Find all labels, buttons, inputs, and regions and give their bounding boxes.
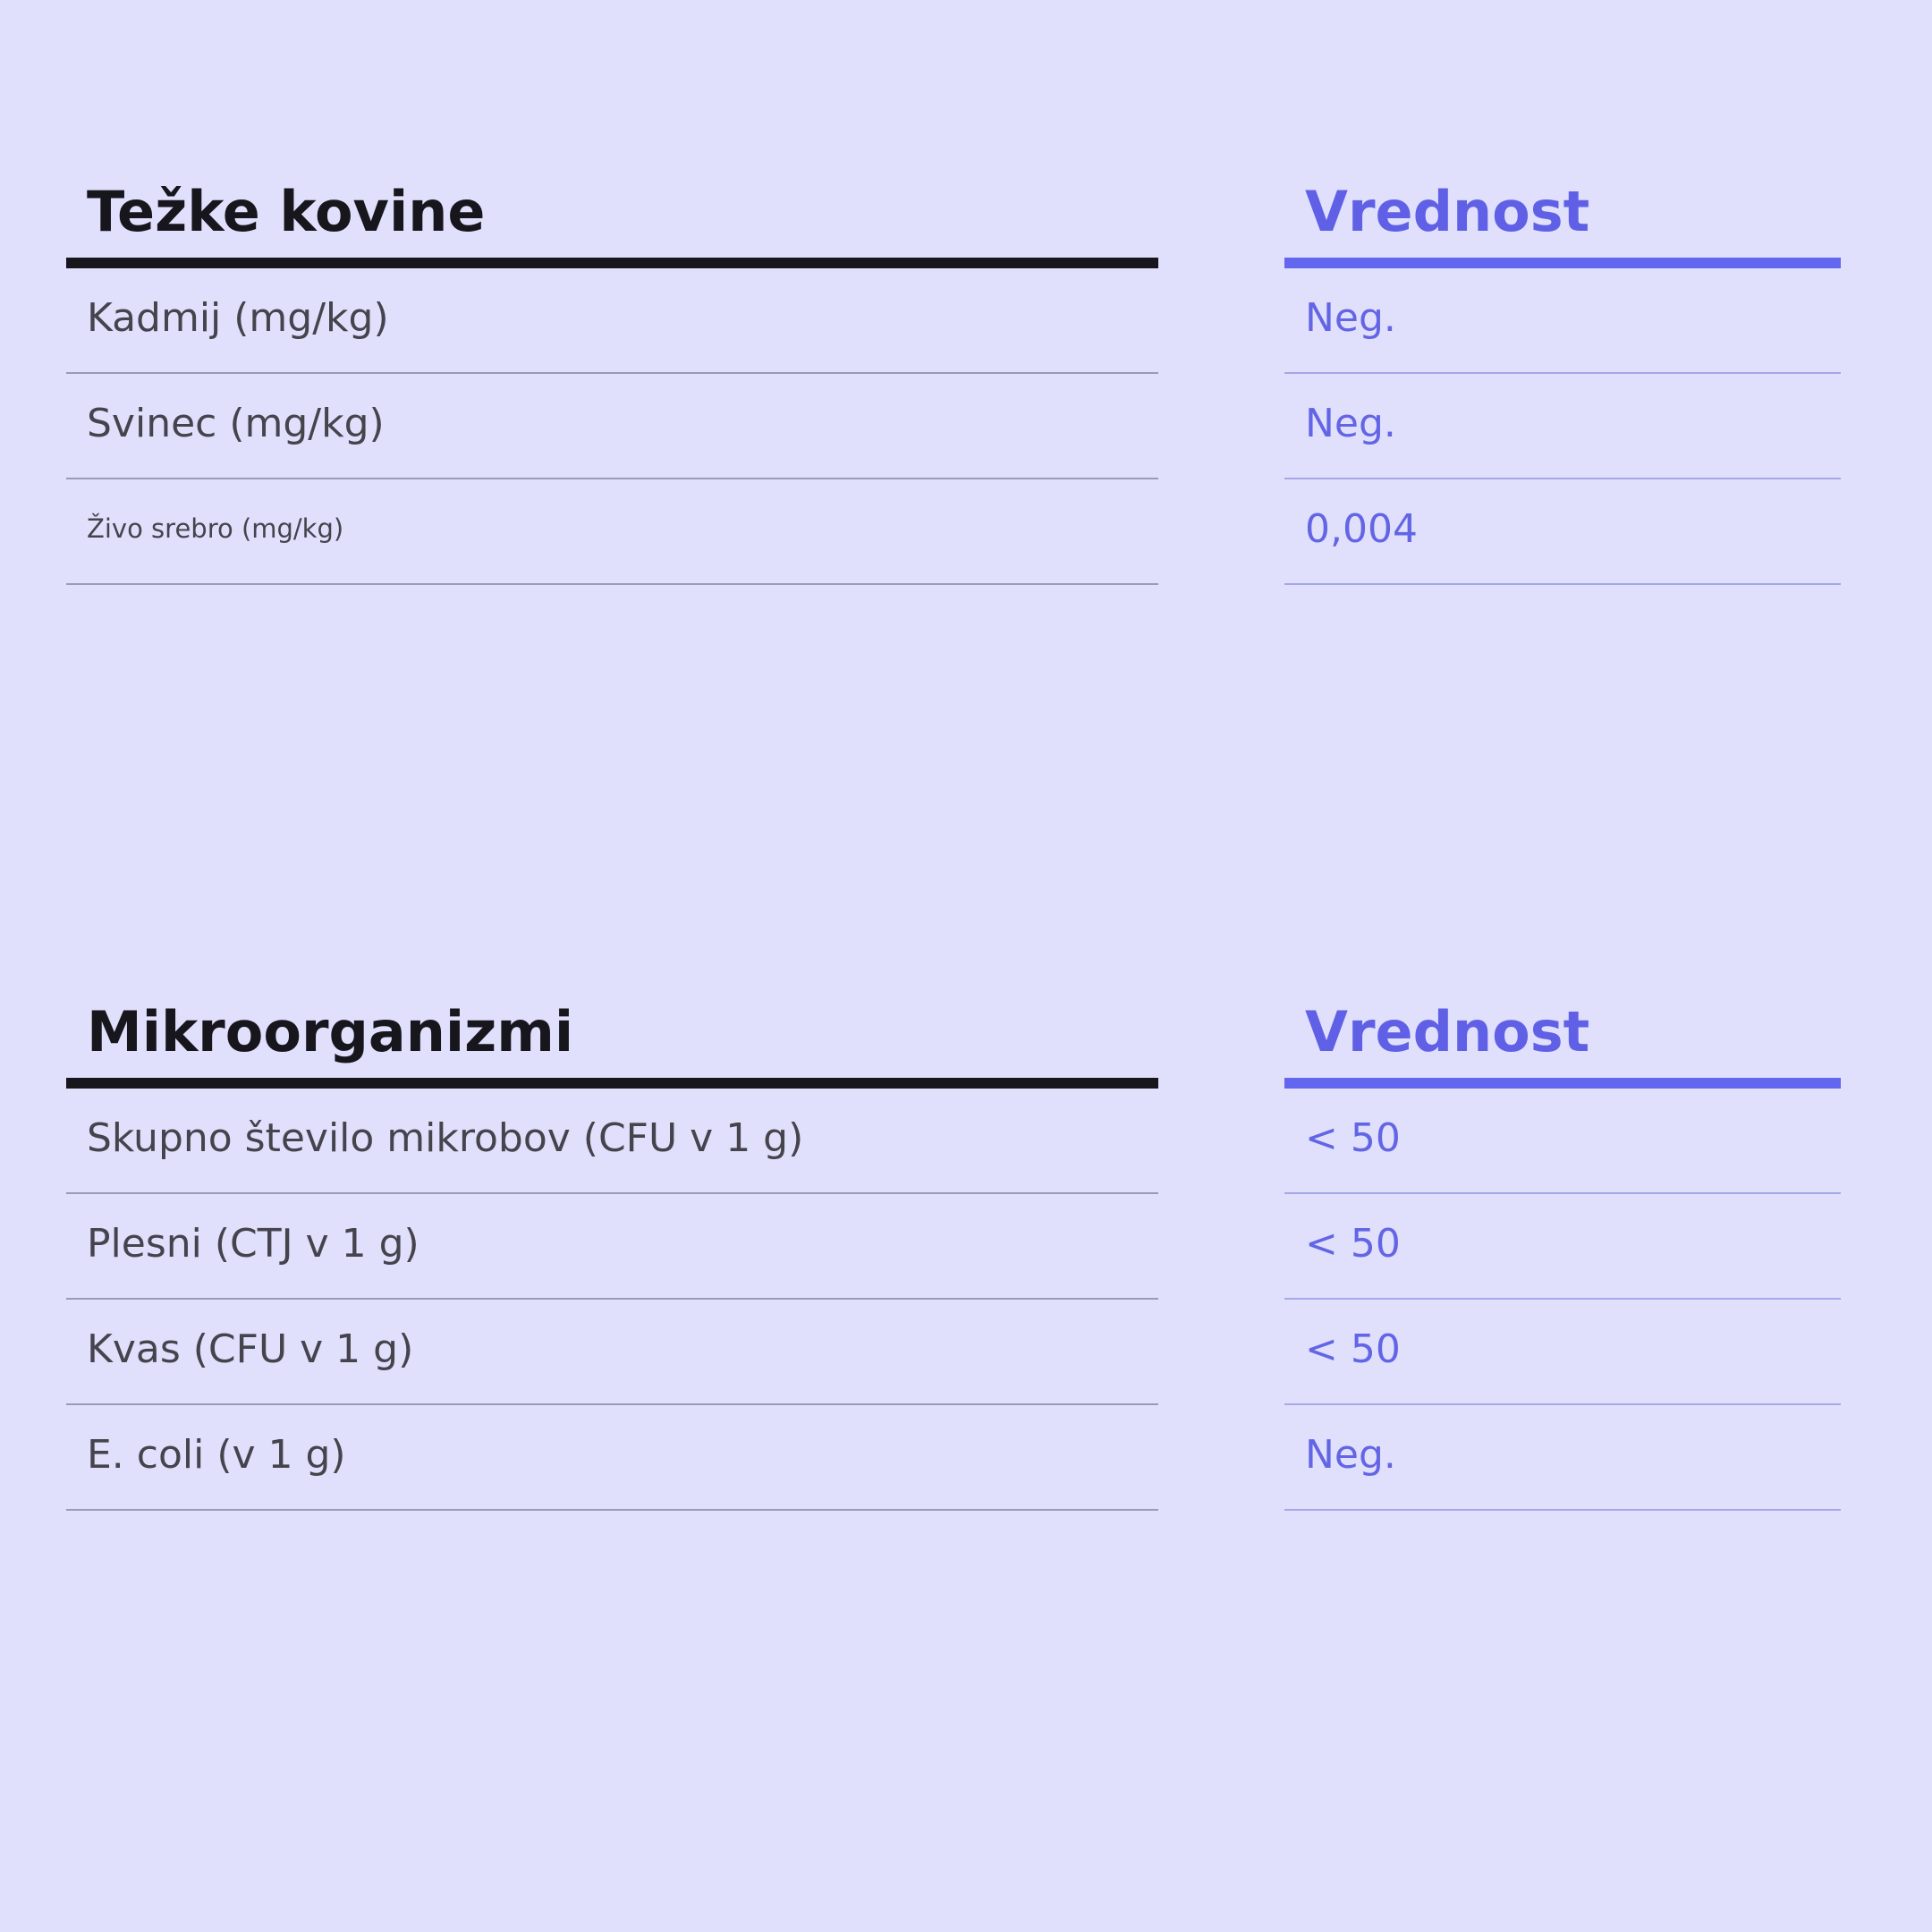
table-row xyxy=(66,268,1158,374)
table-row xyxy=(66,374,1158,479)
microorganisms-title: Mikroorganizmi xyxy=(87,999,574,1064)
row-value-yeast: < 50 xyxy=(1305,1326,1401,1372)
table-row xyxy=(66,1194,1158,1300)
row-value-total-microbes: < 50 xyxy=(1305,1115,1401,1161)
table-row xyxy=(66,1300,1158,1405)
table-row xyxy=(66,1089,1158,1194)
microorganisms-value-header-rule xyxy=(1284,1078,1841,1089)
table-row xyxy=(1284,1089,1841,1194)
heavy-metals-label-column xyxy=(66,161,1158,585)
row-label-mercury: Živo srebro (mg/kg) xyxy=(87,513,344,544)
heavy-metals-header xyxy=(66,161,1158,268)
microorganisms-label-column xyxy=(66,981,1158,1511)
heavy-metals-title: Težke kovine xyxy=(87,179,486,244)
heavy-metals-header-rule xyxy=(66,258,1158,268)
table-row xyxy=(1284,374,1841,479)
microorganisms-value-title: Vrednost xyxy=(1305,999,1590,1064)
row-label-cadmium: Kadmij (mg/kg) xyxy=(87,295,389,341)
table-row xyxy=(1284,1194,1841,1300)
row-label-ecoli: E. coli (v 1 g) xyxy=(87,1432,346,1478)
heavy-metals-value-column xyxy=(1284,161,1841,585)
microorganisms-value-header xyxy=(1284,981,1841,1089)
table-row xyxy=(1284,268,1841,374)
row-value-mercury: 0,004 xyxy=(1305,506,1418,552)
microorganisms-value-column xyxy=(1284,981,1841,1511)
row-label-molds: Plesni (CTJ v 1 g) xyxy=(87,1221,419,1267)
microorganisms-header-rule xyxy=(66,1078,1158,1089)
table-row xyxy=(66,1405,1158,1511)
row-value-ecoli: Neg. xyxy=(1305,1432,1396,1478)
microorganisms-header xyxy=(66,981,1158,1089)
row-label-total-microbes: Skupno število mikrobov (CFU v 1 g) xyxy=(87,1115,804,1161)
row-value-lead: Neg. xyxy=(1305,401,1396,446)
row-value-molds: < 50 xyxy=(1305,1221,1401,1267)
row-label-yeast: Kvas (CFU v 1 g) xyxy=(87,1326,414,1372)
heavy-metals-value-header-rule xyxy=(1284,258,1841,268)
table-row xyxy=(1284,1405,1841,1511)
row-value-cadmium: Neg. xyxy=(1305,295,1396,341)
table-row xyxy=(66,479,1158,585)
heavy-metals-value-header xyxy=(1284,161,1841,268)
heavy-metals-value-title: Vrednost xyxy=(1305,179,1590,244)
row-label-lead: Svinec (mg/kg) xyxy=(87,401,385,446)
table-row xyxy=(1284,1300,1841,1405)
table-row xyxy=(1284,479,1841,585)
